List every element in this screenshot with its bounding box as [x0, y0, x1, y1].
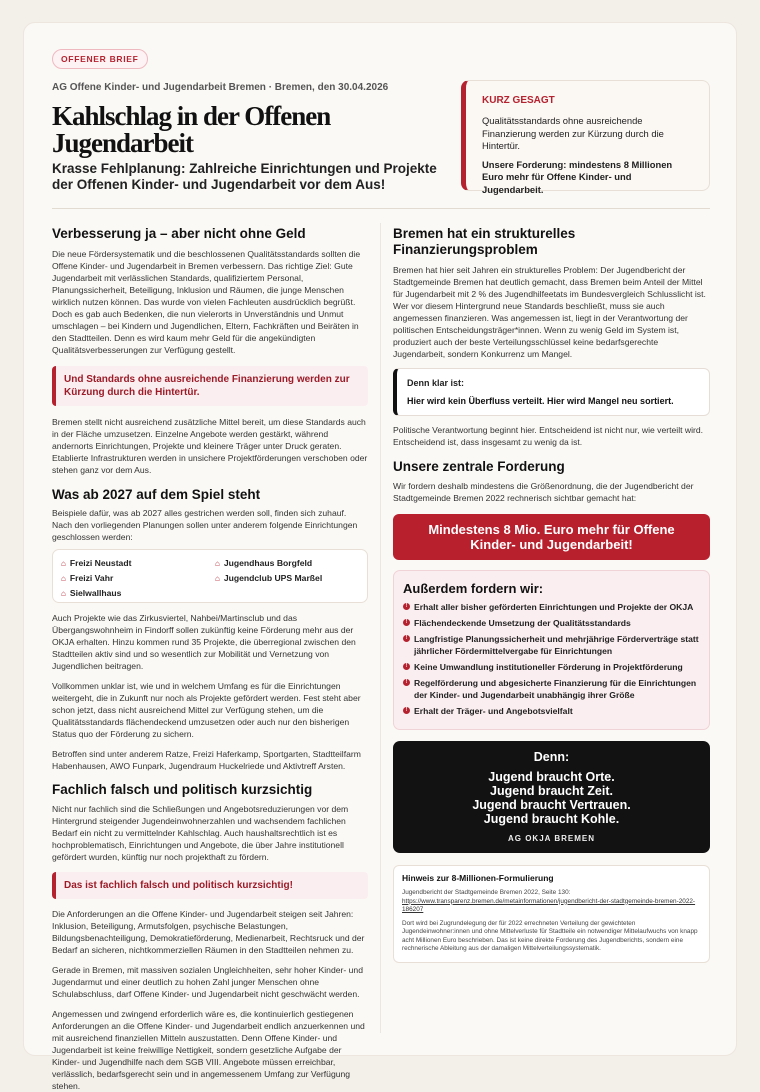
paragraph: Wir fordern deshalb mindestens die Größenordnung, die der Jugendbericht der Stadtgemeinde Bremen 2022 rechnerisch sichtbar gemacht hat:	[393, 481, 694, 503]
key-statement-label: Denn klar ist:	[407, 378, 465, 388]
slogan-line: Jugend braucht Vertrauen.	[472, 798, 631, 812]
demand-item	[403, 633, 700, 657]
header-divider	[52, 208, 710, 209]
paragraph: Bremen hat hier seit Jahren ein strukturelles Problem: Der Jugendbericht der Stadtgemeinde Bremen hat deutlich gemacht, dass Bremen beim Anteil der Mittel für Jugendarbeit mit 2 % des Jugendhilfeetats im Bundesvergleich Schlusslicht ist. Wer vor diesem Hintergrund neue Standards beschließt, muss sie auch angemessen finanzieren. Was angemessen ist, liegt in der Verantwortung der politischen Entscheidungsträger*innen. Wenn zu wenig Geld im System ist, produziert auch der beste Verteilungsschlüssel keine bedarfsgerechte Jugendarbeit, sondern Konkurrenz um Mangel.	[393, 265, 706, 359]
footnote-source: Jugendbericht der Stadtgemeinde Bremen 2022, Seite 130:	[402, 889, 571, 896]
facility-name: Sielwallhaus	[69, 588, 122, 598]
closure-list	[52, 549, 368, 603]
house-icon: ⌂	[215, 558, 220, 568]
summary-box	[461, 80, 710, 195]
summary-heading: KURZ GESAGT	[482, 95, 555, 106]
page-subtitle: Krasse Fehlplanung: Zahlreiche Einrichtungen und Projekte der Offenen Kinder- und Jugendarbeit vor dem Aus!	[52, 161, 437, 192]
exclamation-icon: !	[403, 663, 410, 670]
exclamation-icon: !	[403, 679, 410, 686]
demand-text: Erhalt der Träger- und Angebotsvielfalt	[414, 706, 573, 716]
slogan-line: Jugend braucht Orte.	[488, 770, 615, 784]
demand-text: Flächendeckende Umsetzung der Qualitätsstandards	[414, 618, 631, 628]
left-column	[52, 226, 368, 1092]
paragraph: Angemessen und zwingend erforderlich wäre es, die kontinuierlich gestiegenen Anforderungen an die Offene Kinder- und Jugendarbeit endlich anzuerkennen und mit ausreichend finanziellen Mitteln auszustatten. Denn Offene Kinder- und Jugendarbeit ist keine freiwillige Nettigkeit, sondern gesetzliche Aufgabe der Kinder- und Jugendhilfe nach dem SGB VIII. Angebote müssen erreichbar, verlässlich, bedarfsgerecht sein und in angemessenem Umfang zur Verfügung stehen.	[52, 1009, 365, 1091]
demand-text: Regelförderung und abgesicherte Finanzierung für die Einrichtungen der Kinder- und Jugendarbeit unabhängig ihrer Größe	[414, 678, 697, 700]
exclamation-icon: !	[403, 619, 410, 626]
demand-item	[403, 677, 700, 701]
key-statement-text: Hier wird kein Überfluss verteilt. Hier wird Mangel neu sortiert.	[407, 396, 674, 406]
paragraph: Beispiele dafür, was ab 2027 alles gestrichen werden soll, finden sich zuhauf. Nach den vorliegenden Planungen sollen unter anderem folgende Einrichtungen geschlossen werden:	[52, 508, 358, 542]
demand-text: Langfristige Planungssicherheit und mehrjährige Förderverträge statt jährlicher Fördermittelvergabe für Einrichtungen	[414, 634, 699, 656]
paragraph: Gerade in Bremen, mit massiven sozialen Ungleichheiten, sehr hoher Kinder- und Jugendarmut und einer deutlich zu hohen Zahl junger Menschen ohne Schulabschluss, darf Offene Kinder- und Jugendarbeit nicht geschwächt werden.	[52, 965, 363, 999]
house-icon: ⌂	[61, 573, 66, 583]
demands-heading: Außerdem fordern wir:	[403, 581, 544, 596]
letter-page	[23, 22, 737, 1091]
slogan-line: Jugend braucht Zeit.	[490, 784, 613, 798]
central-demand-banner: Mindestens 8 Mio. Euro mehr für Offene Kinder- und Jugendarbeit!	[393, 514, 710, 560]
facility-name: Freizi Neustadt	[69, 558, 132, 568]
paragraph: Nicht nur fachlich sind die Schließungen und Angebotsreduzierungen vor dem Hintergrund steigender Jugendeinwohnerzahlen und wachsendem fachlichen Bedarf ein nicht zu vermittelnder Kahlschlag. Auch haushaltsrechtlich ist es hochproblematisch, Einrichtungen und Angebote, die über Jahre institutionell gefördert wurden, künftig nur noch projekthaft zu fördern.	[52, 804, 349, 862]
house-icon: ⌂	[61, 558, 66, 568]
slogan-box	[393, 741, 710, 853]
list-item	[61, 573, 215, 583]
signature: AG OKJA BREMEN	[507, 834, 596, 843]
source-link[interactable]: https://www.transparenz.bremen.de/metainformationen/jugendbericht-der-stadtgemeinde-bremen-2022-186207	[402, 897, 696, 913]
list-item	[61, 558, 215, 568]
right-column	[393, 226, 710, 963]
demand-item	[403, 617, 700, 629]
section-heading: Bremen hat ein strukturelles Finanzierungsproblem	[393, 226, 576, 257]
summary-text: Qualitätsstandards ohne ausreichende Finanzierung werden zur Kürzung durch die Hintertür.	[482, 115, 664, 151]
section-heading: Unsere zentrale Forderung	[393, 459, 565, 474]
exclamation-icon: !	[403, 603, 410, 610]
exclamation-icon: !	[403, 707, 410, 714]
key-statement-box	[393, 368, 710, 416]
summary-demand: Unsere Forderung: mindestens 8 Millionen Euro mehr für Offene Kinder- und Jugendarbeit.	[482, 158, 673, 195]
demand-item	[403, 661, 700, 673]
paragraph: Auch Projekte wie das Zirkusviertel, Nahbei/Martinsclub und das Übergangswohnheim in Findorff sollen zukünftig keine Förderung mehr aus der OKJA erhalten. Hinzu kommen rund 35 Projekte, die überregional zwischen den Stadtteilen aktiv sind und so wesentlich zur Mobilität und Vernetzung von Jugendlichen beitragen.	[52, 613, 356, 671]
highlight-callout: Und Standards ohne ausreichende Finanzierung werden zur Kürzung durch die Hintertür.	[52, 366, 368, 406]
footnote-box	[393, 865, 710, 963]
paragraph: Politische Verantwortung beginnt hier. Entscheidend ist nicht nur, wie verteilt wird. Entscheidend ist, dass insgesamt zu wenig da ist.	[393, 425, 704, 447]
column-divider	[380, 223, 381, 1033]
demand-item	[403, 705, 700, 717]
sender-date-line: AG Offene Kinder- und Jugendarbeit Bremen · Bremen, den 30.04.2026	[52, 82, 389, 93]
footnote-text: Dort wird bei Zugrundelegung der für 2022 errechneten Verteilung der gewichteten Jugendeinwohner:innen und ohne Mittelverluste für Stadtteile ein notwendiger Mittelaufwuchs von knapp acht Millionen Euro beschrieben. Das ist keine direkte Forderung des Jugendberichts, sondern eine rechnerische Ableitung aus der damaligen Mittelverteilungssystematik.	[402, 919, 698, 952]
paragraph: Die Anforderungen an die Offene Kinder- und Jugendarbeit steigen seit Jahren: Inklusion, Beteiligung, Armutsfolgen, psychische Belastungen, Bildungsbenachteiligung, Demokratieförderung, Medienarbeit, Rechtsruck und der Bedarf an sicheren, nichtkommerziellen Räumen in den Stadtteilen nehmen zu.	[52, 909, 365, 955]
demand-item	[403, 601, 700, 613]
paragraph: Vollkommen unklar ist, wie und in welchem Umfang es für die Einrichtungen weitergeht, die in Zukunft nur noch als Projekte gefördert werden. Fest steht aber schon jetzt, dass nicht ausreichend Mittel zur Verfügung stehen, um die Qualitätsstandards flächendeckend umzusetzen oder auch nur den bisherigen Status quo der Förderung zu sichern.	[52, 681, 361, 739]
list-item	[61, 588, 215, 598]
list-item	[215, 558, 365, 568]
paragraph: Bremen stellt nicht ausreichend zusätzliche Mittel bereit, um diese Standards auch in der Fläche umzusetzen. Einzelne Angebote werden gestärkt, während andernorts Einrichtungen, Projekte und kleinere Träger unter Druck geraten. Etablierte Infrastrukturen werden in unsichere Projektförderungen verschoben oder stehen ganz vor dem Aus.	[52, 417, 368, 475]
footnote-heading: Hinweis zur 8-Millionen-Formulierung	[402, 873, 554, 883]
demand-text: Erhalt aller bisher geförderten Einrichtungen und Projekte der OKJA	[414, 602, 694, 612]
demands-box	[393, 570, 710, 730]
paragraph: Betroffen sind unter anderem Ratze, Freizi Haferkamp, Sportgarten, Stadtteilfarm Habenhausen, AWO Funpark, Jugendraum Huckelriede und Aktivtreff Arsten.	[52, 749, 361, 771]
slogan-heading: Denn:	[533, 750, 570, 764]
house-icon: ⌂	[215, 573, 220, 583]
demand-text: Keine Umwandlung institutioneller Förderung in Projektförderung	[414, 662, 683, 672]
highlight-callout: Das ist fachlich falsch und politisch kurzsichtig!	[52, 872, 368, 899]
list-item	[215, 573, 365, 583]
section-heading: Verbesserung ja – aber nicht ohne Geld	[52, 226, 306, 241]
section-heading: Fachlich falsch und politisch kurzsichtig	[52, 782, 313, 797]
facility-name: Jugendclub UPS Marßel	[223, 573, 323, 583]
facility-name: Freizi Vahr	[69, 573, 114, 583]
exclamation-icon: !	[403, 635, 410, 642]
house-icon: ⌂	[61, 588, 66, 598]
slogan-line: Jugend braucht Kohle.	[483, 812, 620, 826]
facility-name: Jugendhaus Borgfeld	[223, 558, 313, 568]
paragraph: Die neue Fördersystematik und die beschlossenen Qualitätsstandards sollten die Offene Kinder- und Jugendarbeit in Bremen verbessern. Das richtige Ziel: Gute Jugendarbeit mit verlässlichen Standards, qualifiziertem Personal, Planungssicherheit, Beteiligung, Inklusion und Räumen, die junge Menschen wirklich nutzen können. Das wurde von vielen Fachleuten ausdrücklich begrüßt. Doch es gab auch Bedenken, die nun vielerorts in Unverständnis und Unmut umschlagen – bei Kindern und Jugendlichen, Eltern, Fachkräften und Beiräten in den Stadtteilen. Denn es wird kaum mehr Geld für die angekündigten Qualitätsverbesserungen zur Verfügung gestellt.	[52, 249, 361, 355]
letter-type-badge: OFFENER BRIEF	[52, 49, 148, 69]
page-title: Kahlschlag in der Offenen Jugendarbeit	[52, 101, 331, 158]
section-heading: Was ab 2027 auf dem Spiel steht	[52, 487, 261, 502]
